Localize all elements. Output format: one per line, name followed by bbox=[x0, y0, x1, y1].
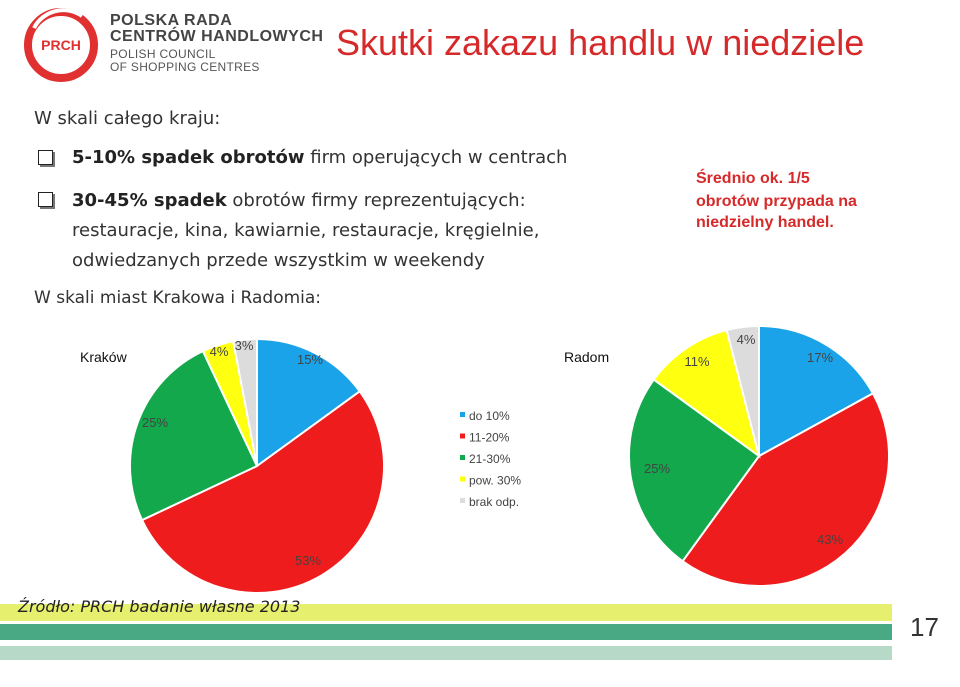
org-name-line4: OF SHOPPING CENTRES bbox=[110, 60, 260, 74]
slide-title: Skutki zakazu handlu w niedziele bbox=[336, 22, 865, 63]
legend-item-4: brak odp. bbox=[469, 495, 520, 509]
legend-item-3: pow. 30% bbox=[469, 473, 522, 488]
bullet-2-line2: restauracje, kina, kawiarnie, restauracje, kręgielnie, bbox=[72, 220, 540, 241]
country-heading: W skali całego kraju: bbox=[34, 108, 221, 129]
bullet-2-bold: 30-45% spadek bbox=[72, 190, 227, 211]
footer-band-green bbox=[0, 624, 960, 640]
page-number: 17 bbox=[910, 612, 939, 642]
pie-label-radom-1: 43% bbox=[816, 532, 844, 547]
pie-label-radom-3: 11% bbox=[684, 354, 710, 369]
note-line1: Średnio ok. 1/5 bbox=[696, 170, 810, 187]
bullet-2-line3: odwiedzanych przede wszystkim w weekendy bbox=[72, 250, 485, 271]
footer-band-light-green bbox=[0, 646, 960, 660]
note-line3: niedzielny handel. bbox=[696, 214, 834, 231]
note-line2: obrotów przypada na bbox=[696, 193, 857, 210]
bullet-1-bold: 5-10% spadek obrotów bbox=[72, 147, 305, 168]
legend-item-0: do 10% bbox=[469, 409, 510, 423]
legend-swatch-2 bbox=[460, 455, 465, 460]
source-note: Źródło: PRCH badanie własne 2013 bbox=[18, 597, 301, 616]
pie-title-radom: Radom bbox=[564, 349, 610, 365]
legend-item-2: 21-30% bbox=[469, 452, 511, 466]
pie-label-kraków-4: 3% bbox=[234, 338, 254, 353]
org-name-line2: CENTRÓW HANDLOWYCH bbox=[110, 28, 324, 45]
bullet-1-rest: firm operujących w centrach bbox=[304, 147, 568, 168]
pie-label-kraków-1: 53% bbox=[294, 553, 322, 568]
pie-label-radom-0: 17% bbox=[806, 350, 834, 365]
svg-text:PRCH: PRCH bbox=[41, 37, 81, 53]
legend-swatch-3 bbox=[460, 477, 465, 482]
legend-item-1: 11-20% bbox=[469, 430, 510, 445]
pie-label-radom-2: 25% bbox=[643, 461, 671, 476]
legend-swatch-4 bbox=[460, 498, 465, 503]
pie-title-kraków: Kraków bbox=[80, 349, 127, 365]
org-name-line3: POLISH COUNCIL bbox=[110, 47, 216, 61]
cities-heading: W skali miast Krakowa i Radomia: bbox=[34, 288, 322, 308]
pie-label-kraków-2: 25% bbox=[141, 415, 169, 430]
org-name-line1: POLSKA RADA bbox=[110, 12, 233, 29]
bullet-2-rest: obrotów firmy reprezentujących: bbox=[226, 190, 526, 211]
pie-label-radom-4: 4% bbox=[736, 332, 756, 347]
pie-label-kraków-0: 15% bbox=[296, 352, 324, 367]
legend-swatch-0 bbox=[460, 412, 465, 417]
legend-swatch-1 bbox=[460, 434, 465, 439]
pie-label-kraków-3: 4% bbox=[209, 344, 229, 359]
